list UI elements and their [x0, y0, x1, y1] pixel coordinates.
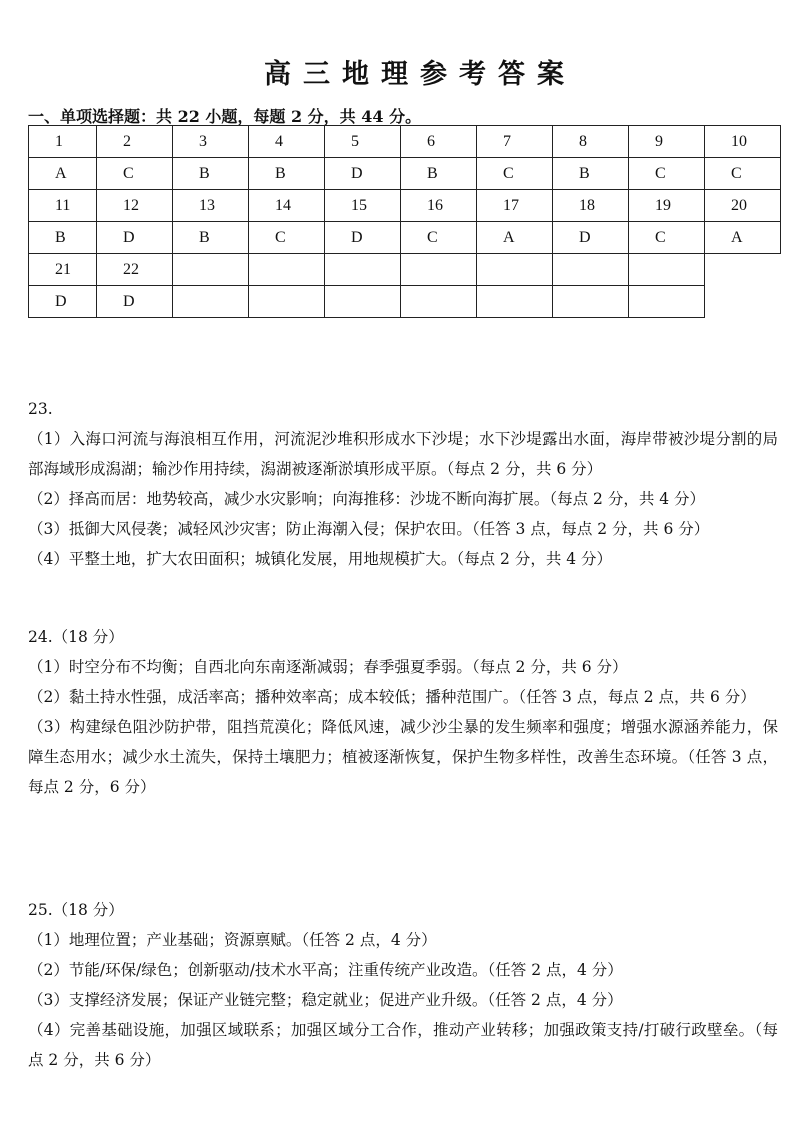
- answer-table-cell: 13: [173, 190, 249, 222]
- answer-table-cell: C: [629, 222, 705, 254]
- answer-table-cell: 8: [553, 126, 629, 158]
- question-25-part-2: （2）节能/环保/绿色；创新驱动/技术水平高；注重传统产业改造。（任答 2 点，4 分）: [28, 961, 623, 979]
- answer-table-cell: D: [97, 222, 173, 254]
- answer-table-cell: 4: [249, 126, 325, 158]
- answer-table-cell: C: [629, 158, 705, 190]
- answer-table-cell: 19: [629, 190, 705, 222]
- question-25: [28, 895, 778, 1075]
- answer-table-cell: 9: [629, 126, 705, 158]
- question-25-part-4: （4）完善基础设施，加强区域联系；加强区域分工合作，推动产业转移；加强政策支持/打破行政壁垒。（每点 2 分，共 6 分）: [28, 1021, 778, 1069]
- answer-table-cell: 20: [705, 190, 781, 222]
- question-24: [28, 622, 778, 802]
- answer-table-cell: [477, 286, 553, 318]
- answer-table-cell: [553, 286, 629, 318]
- answer-table-cell: D: [97, 286, 173, 318]
- answer-table-cell: 5: [325, 126, 401, 158]
- answer-table-cell: D: [29, 286, 97, 318]
- answer-table-row: [29, 286, 781, 318]
- answer-table-cell: C: [477, 158, 553, 190]
- question-23: [28, 394, 778, 574]
- answer-table-cell: D: [325, 158, 401, 190]
- question-24-part-1: （1）时空分布不均衡；自西北向东南逐渐减弱；春季强夏季弱。（每点 2 分，共 6 分）: [28, 658, 628, 676]
- answer-table-cell: A: [705, 222, 781, 254]
- answer-table-cell: [173, 254, 249, 286]
- answer-table-cell: A: [29, 158, 97, 190]
- answer-table-cell: [173, 286, 249, 318]
- answer-table-cell: 22: [97, 254, 173, 286]
- question-23-part-2: （2）择高而居：地势较高，减少水灾影响；向海推移：沙垅不断向海扩展。（每点 2 分，共 4 分）: [28, 490, 706, 508]
- answer-table-cell: [477, 254, 553, 286]
- answer-table-row: [29, 222, 781, 254]
- answer-table-row: [29, 158, 781, 190]
- answer-table-cell: B: [249, 158, 325, 190]
- answer-table-cell: 10: [705, 126, 781, 158]
- question-23-part-3: （3）抵御大风侵袭；减轻风沙灾害；防止海潮入侵；保护农田。（任答 3 点，每点 2 分，共 6 分）: [28, 520, 710, 538]
- answer-table-cell: [325, 254, 401, 286]
- answer-table-cell: 15: [325, 190, 401, 222]
- question-24-part-3: （3）构建绿色阻沙防护带，阻挡荒漠化；降低风速，减少沙尘暴的发生频率和强度；增强水源涵养能力，保障生态用水；减少水土流失，保持土壤肥力；植被逐渐恢复，保护生物多样性，改善生态环境。（任答 3 点，每点 2 分，6 分）: [28, 718, 778, 796]
- answer-table-cell: C: [97, 158, 173, 190]
- answer-table-cell: 3: [173, 126, 249, 158]
- question-24-part-2: （2）黏土持水性强，成活率高；播种效率高；成本较低；播种范围广。（任答 3 点，每点 2 点，共 6 分）: [28, 688, 756, 706]
- answer-table-row: [29, 126, 781, 158]
- question-25-number: 25.（18 分）: [28, 901, 124, 919]
- question-25-part-3: （3）支撑经济发展；保证产业链完整；稳定就业；促进产业升级。（任答 2 点，4 分）: [28, 991, 623, 1009]
- answer-table: [28, 125, 781, 318]
- answer-table-cell: B: [173, 158, 249, 190]
- answer-table-cell: 6: [401, 126, 477, 158]
- answer-table-cell: 1: [29, 126, 97, 158]
- answer-table-cell: 16: [401, 190, 477, 222]
- question-24-number: 24.（18 分）: [28, 628, 124, 646]
- answer-table-cell: 17: [477, 190, 553, 222]
- answer-table-cell: B: [173, 222, 249, 254]
- question-23-part-1: （1）入海口河流与海浪相互作用，河流泥沙堆积形成水下沙堤；水下沙堤露出水面，海岸带被沙堤分割的局部海域形成潟湖；输沙作用持续，潟湖被逐渐淤填形成平原。（每点 2 分，共 6 分）: [28, 430, 778, 478]
- answer-table-cell: [401, 254, 477, 286]
- answer-table-cell: A: [477, 222, 553, 254]
- answer-table-cell: B: [401, 158, 477, 190]
- answer-table-cell: C: [401, 222, 477, 254]
- question-23-number: 23.: [28, 400, 53, 418]
- answer-table-cell: C: [249, 222, 325, 254]
- question-25-part-1: （1）地理位置；产业基础；资源禀赋。（任答 2 点，4 分）: [28, 931, 437, 949]
- answer-table-cell: [553, 254, 629, 286]
- answer-table-cell: [705, 286, 781, 318]
- answer-table-cell: [629, 254, 705, 286]
- answer-table-row: [29, 254, 781, 286]
- answer-table-cell: 18: [553, 190, 629, 222]
- question-23-part-4: （4）平整土地，扩大农田面积；城镇化发展，用地规模扩大。（每点 2 分，共 4 分）: [28, 550, 613, 568]
- answer-table-cell: [249, 286, 325, 318]
- answer-table-cell: 2: [97, 126, 173, 158]
- answer-table-cell: [629, 286, 705, 318]
- answer-table-cell: [705, 254, 781, 286]
- section-1-heading: 一、单项选择题：共 22 小题，每题 2 分，共 44 分。: [28, 107, 422, 126]
- answer-table-cell: B: [553, 158, 629, 190]
- answer-table-cell: D: [325, 222, 401, 254]
- answer-table-cell: [249, 254, 325, 286]
- answer-table-cell: 12: [97, 190, 173, 222]
- answer-table-cell: C: [705, 158, 781, 190]
- page-title: 高三地理参考答案: [264, 59, 576, 90]
- answer-table-cell: 7: [477, 126, 553, 158]
- answer-table-cell: 21: [29, 254, 97, 286]
- answer-table-cell: D: [553, 222, 629, 254]
- answer-table-cell: 11: [29, 190, 97, 222]
- answer-table-cell: [401, 286, 477, 318]
- answer-table-cell: [325, 286, 401, 318]
- answer-table-cell: B: [29, 222, 97, 254]
- answer-table-row: [29, 190, 781, 222]
- answer-table-cell: 14: [249, 190, 325, 222]
